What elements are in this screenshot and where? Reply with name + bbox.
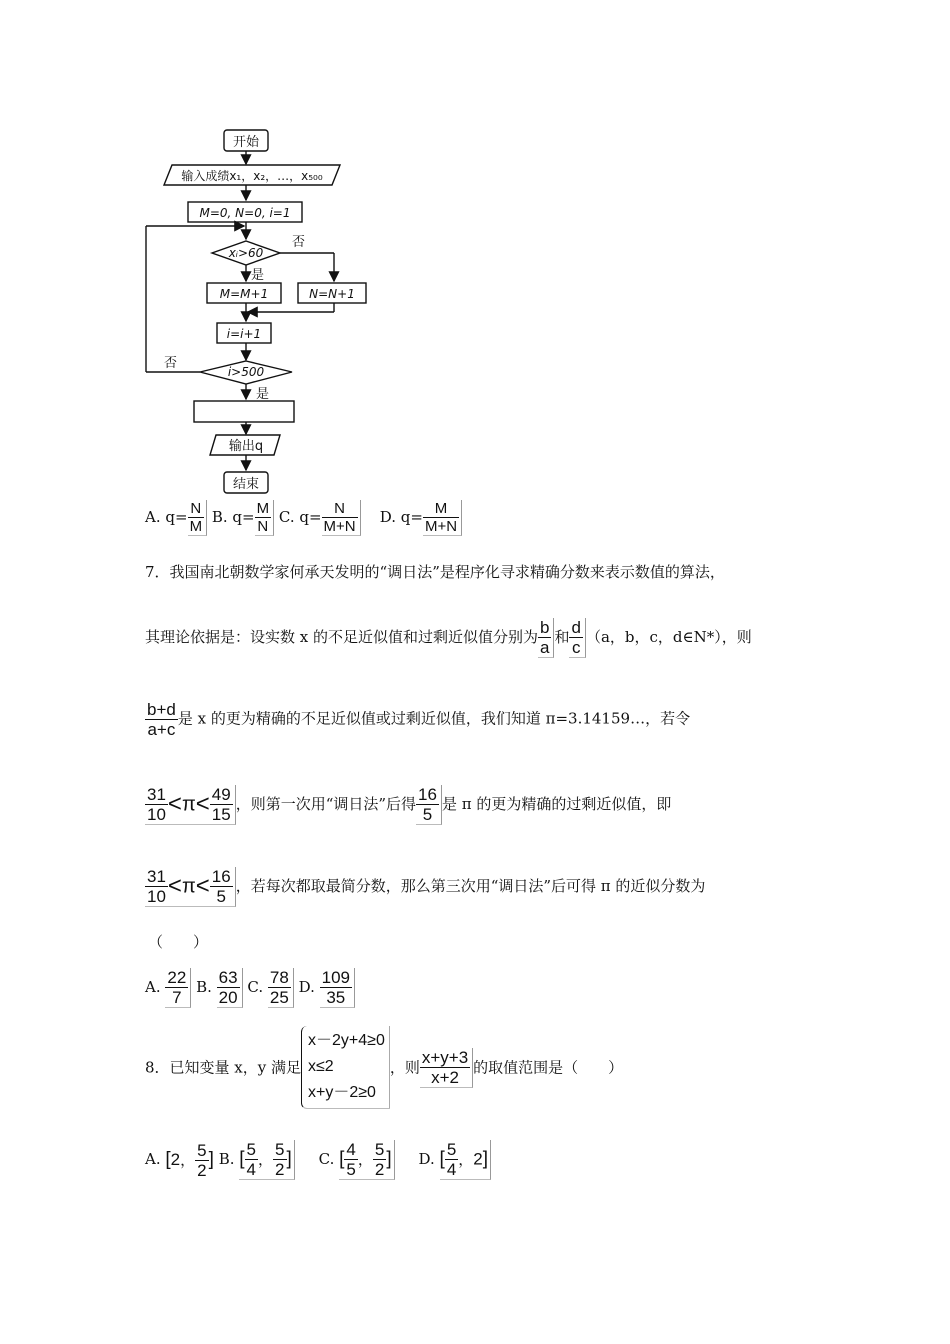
fraction-d-over-c: $\frac{d}{c}$ [569,618,585,658]
q8-stem: 8．已知变量 x，y 满足 x－2y+4≥0 x≤2 x+y－2≥0 ，则 $\frac{x+y+3}{x+2}$ 的取值范围是（ ） [145,1026,623,1109]
q8-option-b: B. [ $\frac{5}{4}$ ， $\frac{5}{2}$ ] [219,1150,295,1168]
i-increment-label: i=i+1 [226,327,262,341]
init-label: M=0, N=0, i=1 [199,206,291,220]
q6-option-d: D. q= $\frac{M}{M+N}$ [380,508,462,526]
yes1-label: 是 [251,268,265,283]
q6-option-c: C. q= $\frac{N}{M+N}$ [279,508,366,526]
q6-option-a: A. q= $\frac{N}{M}$ [145,508,212,526]
q7-option-c: C. $\frac{78}{25}$ [247,978,293,996]
inequality-1: $\frac{31}{10}$ <π< $\frac{49}{15}$ [145,785,236,825]
q7-line2: 其理论依据是：设实数 x 的不足近似值和过剩近似值分别为 $\frac{b}{a}$ 和 $\frac{d}{c}$ （a，b，c，d∈N*），则 [145,618,752,657]
n-increment-label: N=N+1 [309,287,355,301]
flowchart [140,125,380,500]
condition2-label: i>500 [227,365,265,379]
inequality-2: $\frac{31}{10}$ <π< $\frac{16}{5}$ [145,867,236,907]
input-label: 输入成绩x₁，x₂，…，x₅₀₀ [181,169,323,183]
q7-answer-paren: （ ） [148,933,209,951]
q6-options [145,500,462,536]
m-increment-label: M=M+1 [219,287,269,301]
q8-option-a: A. [2， $\frac{5}{2}$ ] [145,1140,214,1180]
q7-line1: 7．我国南北朝数学家何承天发明的“调日法”是程序化寻求精确分数来表示数值的算法， [145,563,725,581]
fraction-bd-over-ac: $\frac{b+d}{a+c}$ [147,700,176,739]
q7-option-d: D. $\frac{109}{35}$ [299,978,355,996]
end-label: 结束 [232,477,260,492]
q8-option-c: C. [ $\frac{4}{5}$ ， $\frac{5}{2}$ ] [319,1150,395,1168]
q7-options [145,968,355,1008]
condition1-label: xᵢ>60 [228,246,264,260]
q7-option-a: A. $\frac{22}{7}$ [145,978,191,996]
q8-options [145,1140,491,1180]
fraction-16-over-5: $\frac{16}{5}$ [416,785,442,825]
constraint-system: x－2y+4≥0 x≤2 x+y－2≥0 [301,1026,390,1109]
target-fraction: $\frac{x+y+3}{x+2}$ [420,1048,473,1088]
start-label: 开始 [232,135,260,150]
fraction-b-over-a: $\frac{b}{a}$ [538,618,554,658]
blank-process-box [194,401,294,422]
q7-line4: $\frac{31}{10}$ <π< $\frac{49}{15}$ ，则第一次用“调日法”后得 $\frac{16}{5}$ 是 π 的更为精确的过剩近似值，即 [147,785,672,824]
q7-line3: $\frac{b+d}{a+c}$ 是 x 的更为精确的不足近似值或过剩近似值，我们知道 π=3.14159…，若令 [147,700,691,739]
no1-label: 否 [292,235,306,250]
output-label: 输出q [228,439,264,454]
q7-option-b: B. $\frac{63}{20}$ [196,978,243,996]
yes2-label: 是 [256,387,270,402]
q7-line5: $\frac{31}{10}$ <π< $\frac{16}{5}$ ，若每次都取最简分数，那么第三次用“调日法”后可得 π 的近似分数为 [147,867,706,906]
q8-option-d: D. [ $\frac{5}{4}$ ，2] [418,1150,491,1168]
no2-label: 否 [164,356,178,371]
q6-option-b: B. q= $\frac{M}{N}$ [212,508,279,526]
